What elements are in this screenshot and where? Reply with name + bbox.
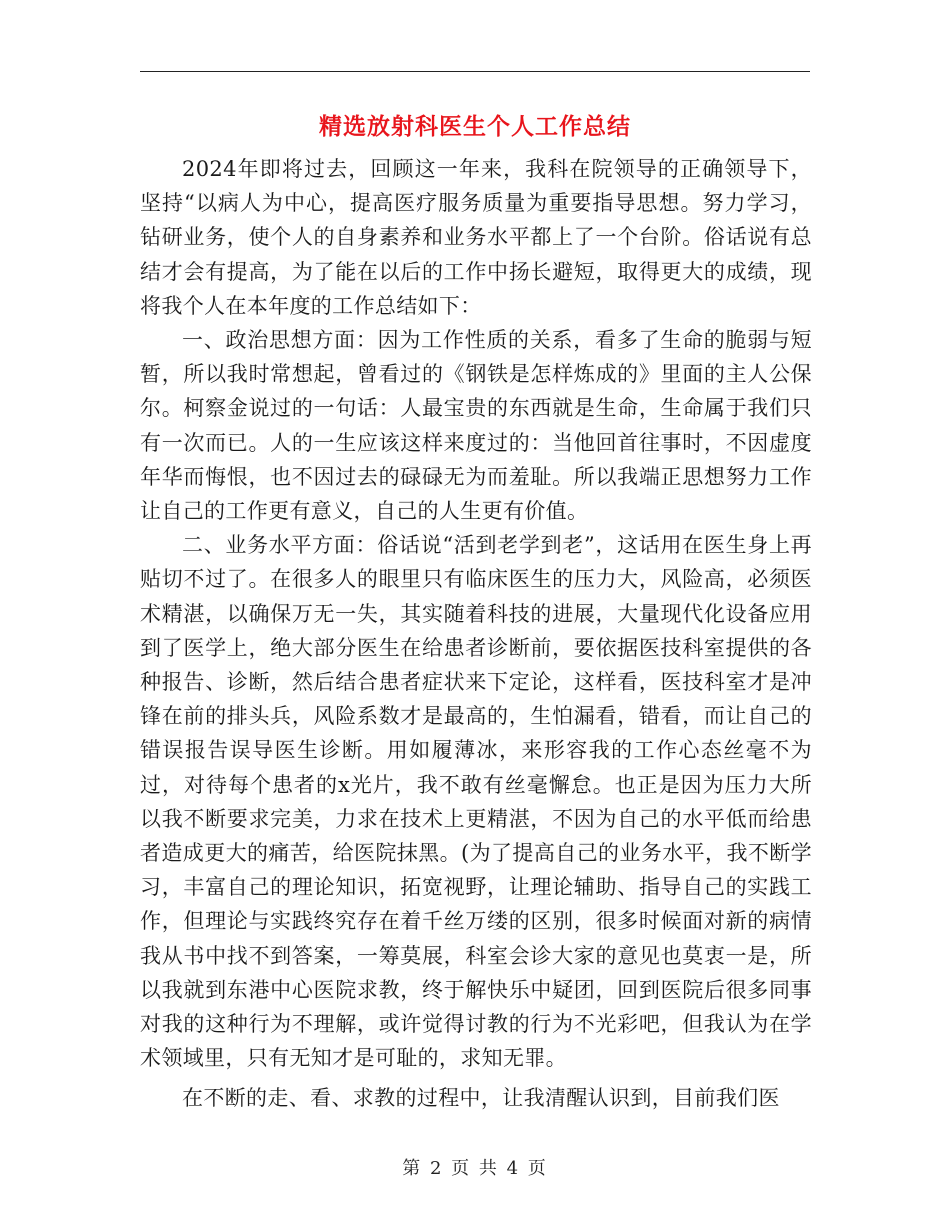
paragraph-intro: 2024年即将过去，回顾这一年来，我科在院领导的正确领导下，坚持“以病人为中心，提高医疗服务质量为重要指导思想。努力学习，钻研业务，使个人的自身素养和业务水平都上了一个台阶。俗话说有总结才会有提高，为了能在以后的工作中扬长避短，取得更大的成绩，现将我个人在本年度的工作总结如下： <box>140 157 812 318</box>
header-rule <box>140 71 810 72</box>
paragraph-professional: 二、业务水平方面：俗话说“活到老学到老”，这话用在医生身上再贴切不过了。在很多人的眼里只有临床医生的压力大，风险高，必须医术精湛，以确保万无一失，其实随着科技的进展，大量现代化设备应用到了医学上，绝大部分医生在给患者诊断前，要依据医技科室提供的各种报告、诊断，然后结合患者症状来下定论，这样看，医技科室才是冲锋在前的排头兵，风险系数才是最高的，生怕漏看，错看，而让自己的错误报告误导医生诊断。用如履薄冰，来形容我的工作心态丝毫不为过，对待每个患者的x光片，我不敢有丝毫懈怠。也正是因为压力大所以我不断要求完美，力求在技术上更精湛，不因为自己的水平低而给患者造成更大的痛苦，给医院抹黑。(为了提高自己的业务水平，我不断学习，丰富自己的理论知识，拓宽视野，让理论辅助、指导自己的实践工作，但理论与实践终究存在着千丝万缕的区别，很多时候面对新的病情我从书中找不到答案，一筹莫展，科室会诊大家的意见也莫衷一是，所以我就到东港中心医院求教，终于解快乐中疑团，回到医院后很多同事对我的这种行为不理解，或许觉得讨教的行为不光彩吧，但我认为在学术领域里，只有无知才是可耻的，求知无罪。 <box>140 533 812 1071</box>
page-footer <box>140 1154 810 1180</box>
paragraph-continued: 在不断的走、看、求教的过程中，让我清醒认识到，目前我们医 <box>182 1086 780 1111</box>
document-body <box>140 152 812 1116</box>
footer-suffix: 页 <box>527 1158 548 1179</box>
footer-prefix: 第 <box>402 1158 423 1179</box>
document-title: 精选放射科医生个人工作总结 <box>319 113 631 140</box>
paragraph-political: 一、政治思想方面：因为工作性质的关系，看多了生命的脆弱与短暂，所以我时常想起，曾看过的《钢铁是怎样炼成的》里面的主人公保尔。柯察金说过的一句话：人最宝贵的东西就是生命，生命属于我们只有一次而已。人的一生应该这样来度过的：当他回首往事时，不因虚度年华而悔恨，也不因过去的碌碌无为而羞耻。所以我端正思想努力工作让自己的工作更有意义，自己的人生更有价值。 <box>140 328 812 524</box>
footer-middle: 页 共 <box>451 1158 499 1179</box>
footer-page-number: 2 <box>429 1158 444 1179</box>
footer-total-pages: 4 <box>506 1158 521 1179</box>
